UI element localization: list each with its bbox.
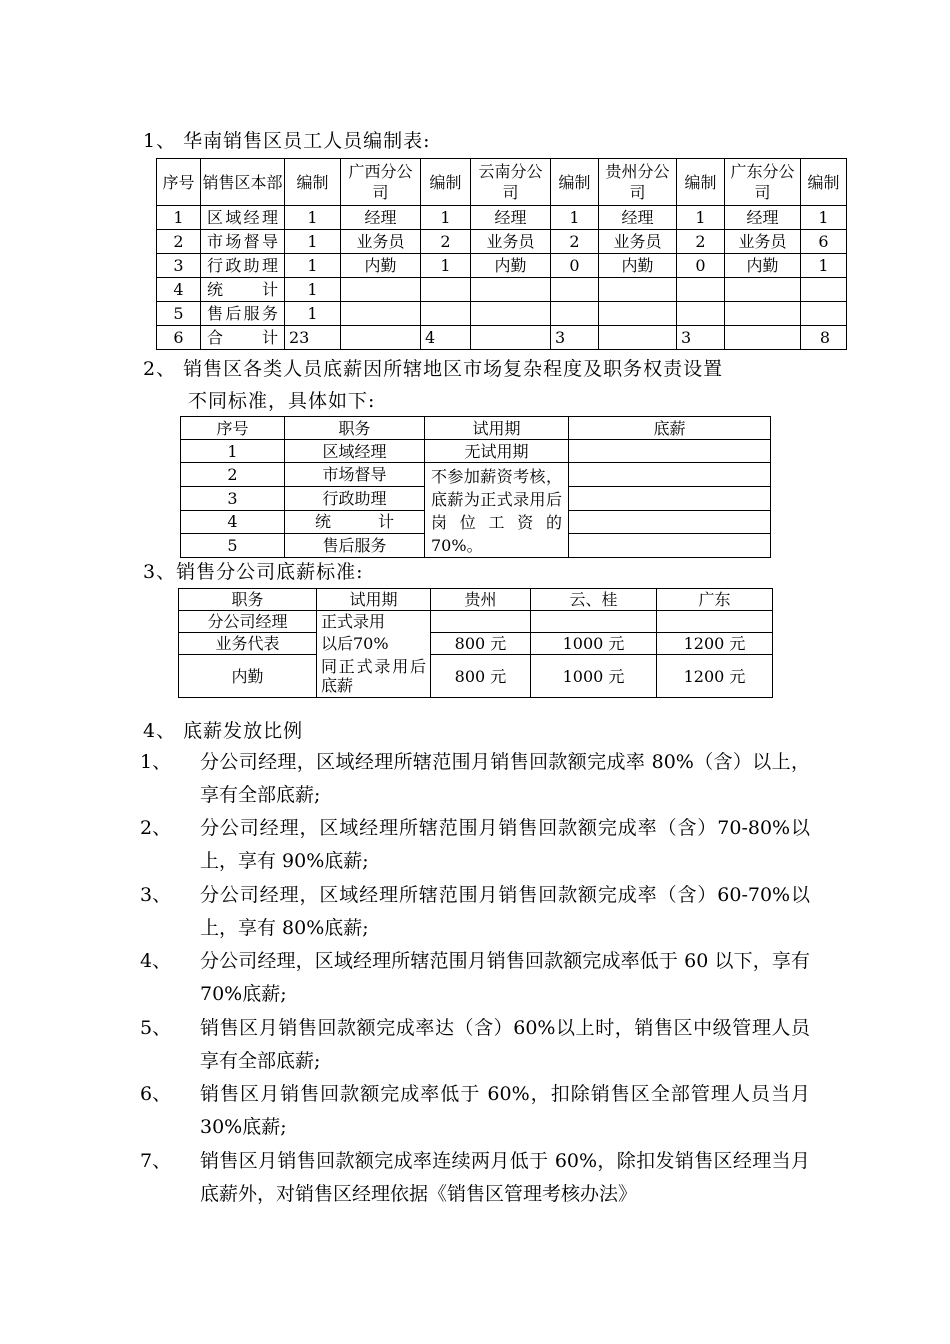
clause-number: 6、 [140, 1083, 172, 1105]
section2-heading-line1: 2、 销售区各类人员底薪因所辖地区市场复杂程度及职务权责设置 [143, 358, 724, 380]
table-cell [569, 510, 771, 534]
clause-text: 分公司经理，区域经理所辖范围月销售回款额完成率（含）60-70%以上，享有 80%底薪; [200, 884, 810, 939]
clause-text: 分公司经理，区域经理所辖范围月销售回款额完成率 80%（含）以上，享有全部底薪; [200, 751, 810, 806]
table-cell [569, 463, 771, 487]
table-cell: 合 计 [201, 326, 285, 350]
table-cell: 3 [157, 254, 201, 278]
table-cell: 内勤 [179, 655, 317, 698]
table-cell: 3 [181, 486, 285, 510]
table-cell [471, 302, 551, 326]
table-cell [471, 278, 551, 302]
table-cell: 1 [285, 230, 341, 254]
table-cell: 2 [181, 463, 285, 487]
table-cell: 4 [157, 278, 201, 302]
header-cell: 编制 [285, 159, 341, 206]
table-cell: 2 [157, 230, 201, 254]
table-cell: 经理 [725, 206, 801, 230]
table-cell: 1 [421, 206, 471, 230]
clause-number: 1、 [140, 751, 172, 773]
table-cell [599, 326, 677, 350]
table-cell: 4 [181, 510, 285, 534]
table-cell [569, 534, 771, 558]
table-cell: 内勤 [725, 254, 801, 278]
table-cell: 6 [801, 230, 847, 254]
header-cell: 广东分公司 [725, 159, 801, 206]
table-cell: 1200 元 [657, 655, 773, 698]
header-cell: 云、桂 [531, 589, 657, 611]
table-cell: 统 计 [201, 278, 285, 302]
table-row [179, 611, 773, 633]
base-salary-header-row [181, 417, 771, 440]
table-cell: 2 [421, 230, 471, 254]
header-cell: 试用期 [425, 417, 569, 440]
table-cell [341, 278, 421, 302]
header-cell: 职务 [179, 589, 317, 611]
base-salary-table [180, 416, 771, 558]
trial-cell: 同正式录用后底薪 [317, 655, 431, 698]
table-cell: 3 [551, 326, 599, 350]
table-row [179, 655, 773, 698]
table-cell: 业务员 [599, 230, 677, 254]
table-cell [471, 326, 551, 350]
table-cell: 5 [181, 534, 285, 558]
table-cell: 1 [421, 254, 471, 278]
staffing-header-row [157, 159, 847, 206]
table-cell: 区域经理 [285, 440, 425, 463]
table-cell: 1 [285, 254, 341, 278]
table-cell: 1 [285, 206, 341, 230]
table-cell: 0 [551, 254, 599, 278]
table-cell: 经理 [341, 206, 421, 230]
table-cell: 0 [677, 254, 725, 278]
table-row [157, 206, 847, 230]
header-cell: 序号 [181, 417, 285, 440]
section1-heading: 1、 华南销售区员工人员编制表: [143, 130, 431, 152]
table-row [157, 278, 847, 302]
table-cell: 1 [181, 440, 285, 463]
table-cell [551, 278, 599, 302]
header-cell: 底薪 [569, 417, 771, 440]
table-row [157, 302, 847, 326]
table-cell: 1200 元 [657, 633, 773, 655]
header-cell: 广东 [657, 589, 773, 611]
header-cell: 试用期 [317, 589, 431, 611]
table-cell: 经理 [471, 206, 551, 230]
header-cell: 编制 [677, 159, 725, 206]
table-row [181, 440, 771, 463]
table-cell: 行政助理 [201, 254, 285, 278]
trial-cell: 以后70% [317, 633, 431, 655]
clause-number: 5、 [140, 1017, 172, 1039]
table-cell [421, 302, 471, 326]
table-cell: 3 [677, 326, 725, 350]
table-cell [431, 611, 531, 633]
section4-heading: 4、 底薪发放比例 [143, 720, 304, 742]
header-cell: 编制 [551, 159, 599, 206]
table-row-total [157, 326, 847, 350]
table-cell: 4 [421, 326, 471, 350]
table-cell: 区域经理 [201, 206, 285, 230]
table-cell: 23 [285, 326, 341, 350]
table-cell [657, 611, 773, 633]
table-cell [569, 486, 771, 510]
table-row [179, 633, 773, 655]
trial-cell: 无试用期 [425, 440, 569, 463]
table-cell: 1 [551, 206, 599, 230]
table-cell [677, 278, 725, 302]
header-cell: 编制 [801, 159, 847, 206]
clause-number: 7、 [140, 1150, 172, 1172]
section2-heading-line2: 不同标准，具体如下: [188, 390, 376, 412]
table-cell: 市场督导 [285, 463, 425, 487]
header-cell: 广西分公司 [341, 159, 421, 206]
table-cell: 1 [157, 206, 201, 230]
table-cell: 1 [801, 206, 847, 230]
table-row [181, 463, 771, 487]
table-cell [551, 302, 599, 326]
header-cell: 云南分公司 [471, 159, 551, 206]
table-row [157, 230, 847, 254]
trial-cell: 正式录用 [317, 611, 431, 633]
table-cell: 业务代表 [179, 633, 317, 655]
table-cell [599, 278, 677, 302]
clause-text: 分公司经理，区域经理所辖范围月销售回款额完成率（含）70-80%以上，享有 90%底薪; [200, 817, 810, 872]
table-cell: 1 [801, 254, 847, 278]
header-cell: 序号 [157, 159, 201, 206]
table-cell [421, 278, 471, 302]
table-cell: 业务员 [725, 230, 801, 254]
header-cell: 贵州分公司 [599, 159, 677, 206]
table-cell [801, 302, 847, 326]
header-cell: 贵州 [431, 589, 531, 611]
clause-text: 销售区月销售回款额完成率达（含）60%以上时，销售区中级管理人员享有全部底薪; [200, 1017, 810, 1072]
table-cell: 2 [551, 230, 599, 254]
table-cell: 800 元 [431, 655, 531, 698]
clause-number: 2、 [140, 817, 172, 839]
clause-number: 3、 [140, 884, 172, 906]
branch-salary-table [178, 588, 773, 698]
table-cell: 统 计 [285, 510, 425, 534]
table-cell: 售后服务 [285, 534, 425, 558]
trial-merged-cell: 不参加薪资考核，底薪为正式录用后岗位工资的70%。 [425, 463, 569, 558]
table-cell: 分公司经理 [179, 611, 317, 633]
table-cell: 1 [285, 278, 341, 302]
table-cell [599, 302, 677, 326]
table-cell: 行政助理 [285, 486, 425, 510]
table-cell: 1000 元 [531, 633, 657, 655]
clause-text: 分公司经理，区域经理所辖范围月销售回款额完成率低于 60 以下，享有 70%底薪; [200, 950, 810, 1005]
table-cell [677, 302, 725, 326]
table-cell: 售后服务 [201, 302, 285, 326]
table-cell: 业务员 [341, 230, 421, 254]
table-cell: 内勤 [599, 254, 677, 278]
staffing-table [156, 158, 847, 350]
branch-salary-header-row [179, 589, 773, 611]
table-row [157, 254, 847, 278]
table-cell [801, 278, 847, 302]
table-cell: 5 [157, 302, 201, 326]
table-cell: 2 [677, 230, 725, 254]
table-cell: 1 [285, 302, 341, 326]
clause-text: 销售区月销售回款额完成率连续两月低于 60%，除扣发销售区经理当月底薪外，对销售区经理依据《销售区管理考核办法》 [200, 1150, 810, 1205]
clause-text: 销售区月销售回款额完成率低于 60%，扣除销售区全部管理人员当月 30%底薪; [200, 1083, 810, 1138]
table-cell: 内勤 [471, 254, 551, 278]
table-cell: 800 元 [431, 633, 531, 655]
section3-heading: 3、销售分公司底薪标准: [143, 561, 364, 583]
header-cell: 销售区本部 [201, 159, 285, 206]
table-cell [341, 302, 421, 326]
clause-number: 4、 [140, 950, 172, 972]
table-cell: 8 [801, 326, 847, 350]
header-cell: 编制 [421, 159, 471, 206]
table-cell [569, 440, 771, 463]
header-cell: 职务 [285, 417, 425, 440]
table-cell: 1 [677, 206, 725, 230]
table-cell [725, 278, 801, 302]
table-cell: 1000 元 [531, 655, 657, 698]
table-cell: 内勤 [341, 254, 421, 278]
table-cell [341, 326, 421, 350]
table-cell [531, 611, 657, 633]
table-cell: 经理 [599, 206, 677, 230]
table-cell [725, 302, 801, 326]
table-cell [725, 326, 801, 350]
table-cell: 6 [157, 326, 201, 350]
table-cell: 业务员 [471, 230, 551, 254]
table-cell: 市场督导 [201, 230, 285, 254]
